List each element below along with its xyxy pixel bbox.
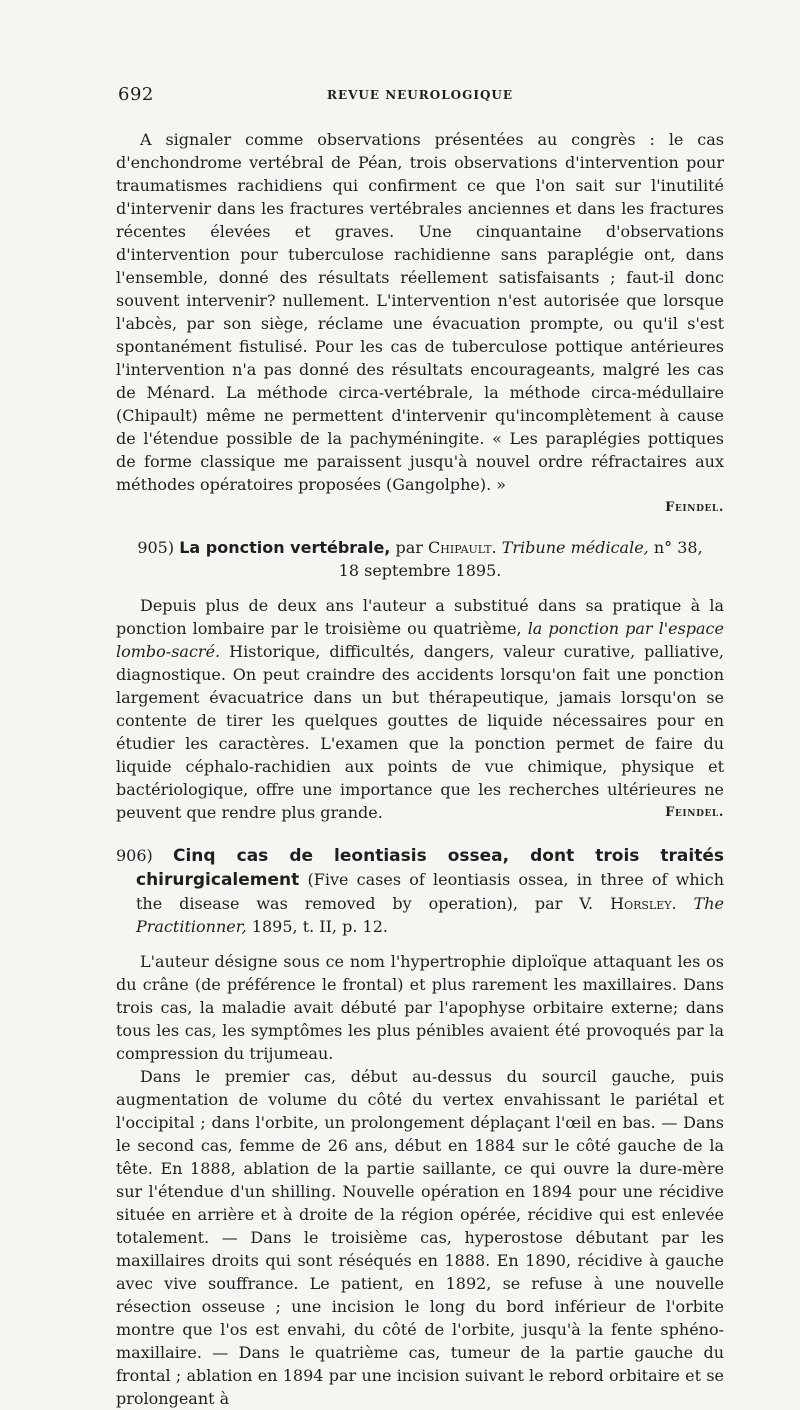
entry-906-author: Horsley. [610, 894, 677, 913]
page-number: 692 [118, 84, 154, 105]
entry-906-heading [116, 844, 724, 938]
intro-paragraph: A signaler comme observations présentées au congrès : le cas d'enchondrome vertébral de Péan, trois observations d'intervention pour traumatismes rachidiens qui confirment ce que l'on sait sur l'inutilité d'intervenir dans les fractures vertébrales anciennes et dans les fractures récentes élevées et graves. Une cinquantaine d'observations d'intervention pour tuberculose rachidienne sans paraplégie ont, dans l'ensemble, donné des résultats réellement satisfaisants ; faut-il donc souvent intervenir? nullement. L'intervention n'est autorisée que lorsque l'abcès, par son siège, réclame une évacuation prompte, ou qu'il s'est spontanément fistulisé. Pour les cas de tuberculose pottique antérieures l'intervention n'a pas donné des résultats encourageants, malgré les cas de Ménard. La méthode circa-vertébrale, la méthode circa-médullaire (Chipault) même ne permettent d'intervenir qu'incomplètement à cause de l'étendue possible de la pachyméningite. « Les paraplégies pottiques de forme classique me paraissent jusqu'à nouvel ordre réfractaires aux méthodes opératoires proposées (Gangolphe). » [116, 130, 724, 494]
journal-page [116, 84, 724, 1410]
entry-905-date: 18 septembre 1895. [338, 561, 502, 580]
entry-906-journal: The Practitionner, [136, 894, 724, 936]
entry-905-text-end: Historique, difficultés, dangers, valeur curative, palliative, diagnostique. On peut craindre des accidents lorsqu'on fait une ponction largement évacuatrice dans un but thérapeutique, jamais lorsqu'on se contente de tirer les quelques gouttes de liquide nécessaires pour en étudier les caractères. L'examen que la ponction permet de faire du liquide céphalo-rachidien aux points de vue chimique, physique et bactériologique, offre une importance que les recherches ultérieures ne peuvent que rendre plus grande. [116, 642, 724, 822]
entry-905-details: n° 38, [653, 538, 703, 557]
entry-905-paragraph [116, 594, 724, 824]
entry-905-by: par [395, 538, 423, 557]
entry-905-journal: Tribune médicale, [501, 538, 649, 557]
entry-905-number: 905) [137, 538, 175, 557]
entry-905-signature: Feindel. [665, 805, 724, 820]
running-title: REVUE NEUROLOGIQUE [326, 88, 514, 102]
intro-signature: Feindel. [665, 500, 724, 515]
entry-906-subtitle: (Five cases of leontiasis ossea, in three of which the disease was removed by operation), par V. [136, 870, 725, 913]
entry-905-heading [116, 536, 724, 582]
entry-905-author: Chipault. [428, 538, 497, 557]
entry-905-text-start: Depuis plus de deux ans l'auteur a substitué dans sa pratique à la ponction lombaire par le troisième ou quatrième, [116, 596, 724, 638]
entry-905-title: La ponction vertébrale, [179, 538, 391, 557]
entry-906-paragraph-2: Dans le premier cas, début au-dessus du sourcil gauche, puis augmentation de volume du côté du vertex envahissant le pariétal et l'occipital ; dans l'orbite, un prolongement déplaçant l'œil en bas. — Dans le second cas, femme de 26 ans, début en 1884 sur le côté gauche de la tête. En 1888, ablation de la partie saillante, ce qui ouvre la dure-mère sur l'étendue d'un shilling. Nouvelle opération en 1894 pour une récidive située en arrière et à droite de la région opérée, récidive qui est enlevée totalement. — Dans le troisième cas, hyperostose débutant par les maxillaires droits qui sont réséqués en 1888. En 1890, récidive à gauche avec vive souffrance. Le patient, en 1892, se refuse à une nouvelle résection osseuse ; une incision le long du bord inférieur de l'orbite montre que l'os est envahi, du côté de l'orbite, jusqu'à la fente sphéno-maxillaire. — Dans le quatrième cas, tumeur de la partie gauche du frontal ; ablation en 1894 par une incision suivant le rebord orbitaire et se prolongeant à [116, 1067, 724, 1408]
entry-906-details: 1895, t. II, p. 12. [251, 917, 388, 936]
entry-906-paragraph-1: L'auteur désigne sous ce nom l'hypertrophie diploïque attaquant les os du crâne (de préférence le frontal) et plus rarement les maxillaires. Dans trois cas, la maladie avait débuté par l'apophyse orbitaire externe; dans tous les cas, les symptômes les plus pénibles avaient été provoqués par la compression du trijumeau. [116, 952, 724, 1063]
entry-906-number: 906) [116, 846, 153, 865]
page-header [116, 84, 724, 108]
entry-905-text-italic: la ponction par l'espace lombo-sacré. [116, 619, 724, 661]
entry-906-title: Cinq cas de leontiasis ossea, dont trois traités chirurgicalement [136, 846, 725, 890]
